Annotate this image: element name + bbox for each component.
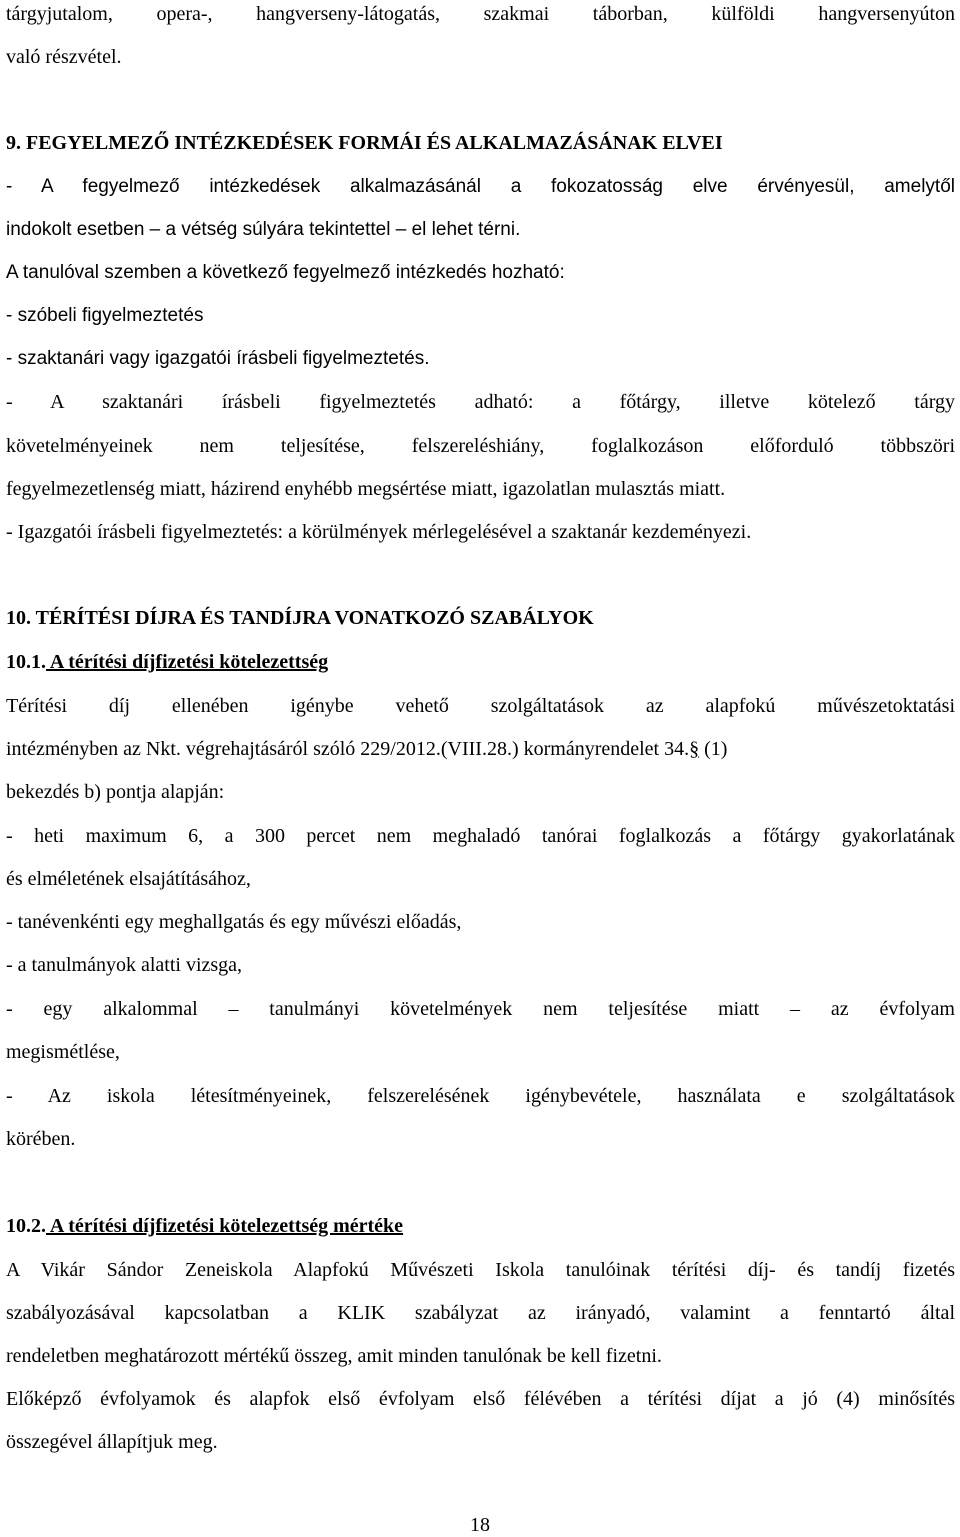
s10-1-line-2-text: intézményben az Nkt. végrehajtásáról szóló 229/2012.(VIII.28.) kormányrendelet 34. — [6, 738, 690, 760]
s10-1-bullet-1-line-2: és elméletének elsajátításához, — [6, 868, 251, 890]
s10-2-line-1: A Vikár Sándor Zeneiskola Alapfokú Művészeti Iskola tanulóinak térítési díj- és tandíj fizetés — [6, 1259, 955, 1281]
s9-paragraph-1-line-1: - A fegyelmező intézkedések alkalmazásánál a fokozatosság elve érvényesül, amelytől — [6, 176, 955, 197]
s10-1-bullet-2: - tanévenkénti egy meghallgatás és egy művészi előadás, — [6, 911, 462, 933]
s9-list-item-1: - szóbeli figyelmeztetés — [6, 305, 204, 326]
intro-line-1: tárgyjutalom, opera-, hangverseny-látogatás, szakmai táborban, külföldi hangversenyúton — [6, 3, 955, 25]
page-number: 18 — [470, 1514, 490, 1536]
s10-1-bullet-5-line-2: körében. — [6, 1128, 76, 1150]
s10-1-line-2-tail: (1) — [699, 738, 728, 760]
intro-line-2: való részvétel. — [6, 46, 122, 68]
s9-paragraph-3-line-2: követelményeinek nem teljesítése, felszereléshiány, foglalkozáson előforduló többszöri — [6, 435, 955, 457]
s9-paragraph-1-line-2: indokolt esetben – a vétség súlyára tekintettel – el lehet térni. — [6, 219, 521, 240]
s10-1-bullet-4-line-1: - egy alkalommal – tanulmányi követelmények nem teljesítése miatt – az évfolyam — [6, 998, 955, 1020]
subsection-10-1-number: 10.1. — [6, 651, 46, 673]
subsection-10-2-number: 10.2. — [6, 1215, 46, 1237]
s10-2-line-2: szabályozásával kapcsolatban a KLIK szabályzat az irányadó, valamint a fenntartó által — [6, 1302, 955, 1324]
s10-1-line-2 — [6, 737, 955, 761]
section-10-heading: 10. TÉRÍTÉSI DÍJRA ÉS TANDÍJRA VONATKOZÓ SZABÁLYOK — [6, 607, 594, 629]
s10-1-bullet-4-line-2: megismétlése, — [6, 1041, 120, 1063]
s10-2-line-4: Előképző évfolyamok és alapfok első évfolyam első félévében a térítési díjat a jó (4) minősítés — [6, 1388, 955, 1410]
s10-1-line-3: bekezdés b) pontja alapján: — [6, 781, 225, 803]
subsection-10-2-title: A térítési díjfizetési kötelezettség mértéke — [46, 1215, 404, 1237]
s9-paragraph-4: - Igazgatói írásbeli figyelmeztetés: a körülmények mérlegelésével a szaktanár kezdeményezi. — [6, 521, 752, 543]
section-9-heading: 9. FEGYELMEZŐ INTÉZKEDÉSEK FORMÁI ÉS ALKALMAZÁSÁNAK ELVEI — [6, 132, 723, 154]
s10-2-line-5: összegével állapítjuk meg. — [6, 1431, 218, 1453]
subsection-10-2-heading — [6, 1214, 955, 1238]
s10-1-line-1: Térítési díj ellenében igénybe vehető szolgáltatások az alapfokú művészetoktatási — [6, 695, 955, 717]
s10-1-bullet-1-line-1: - heti maximum 6, a 300 percet nem meghaladó tanórai foglalkozás a főtárgy gyakorlatának — [6, 825, 955, 847]
s10-1-bullet-5-line-1: - Az iskola létesítményeinek, felszerelésének igénybevétele, használata e szolgáltatások — [6, 1085, 955, 1107]
subsection-10-1-heading — [6, 650, 955, 674]
s10-1-bullet-3: - a tanulmányok alatti vizsga, — [6, 954, 243, 976]
s9-paragraph-2: A tanulóval szemben a következő fegyelmező intézkedés hozható: — [6, 262, 565, 283]
s9-paragraph-3-line-1: - A szaktanári írásbeli figyelmeztetés adható: a főtárgy, illetve kötelező tárgy — [6, 391, 955, 413]
s10-2-line-3: rendeletben meghatározott mértékű összeg, amit minden tanulónak be kell fizetni. — [6, 1345, 662, 1367]
subsection-10-1-title: A térítési díjfizetési kötelezettség — [46, 651, 329, 673]
section-sign: § — [689, 738, 700, 760]
s9-list-item-2: - szaktanári vagy igazgatói írásbeli figyelmeztetés. — [6, 348, 430, 369]
s9-paragraph-3-line-3: fegyelmezetlenség miatt, házirend enyhébb megsértése miatt, igazolatlan mulasztás miatt. — [6, 478, 726, 500]
